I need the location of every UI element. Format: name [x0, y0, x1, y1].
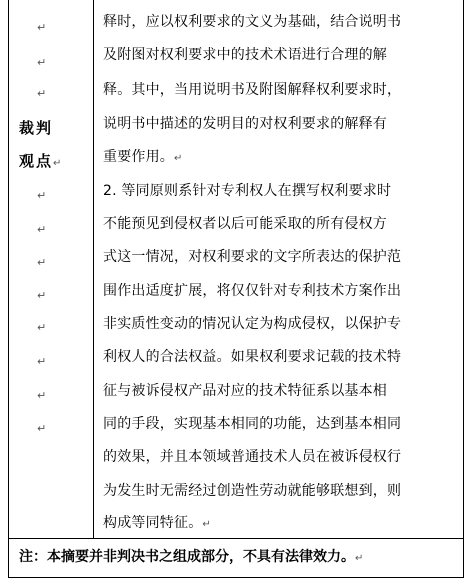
text-line: 征与被诉侵权产品对应的技术特征系以基本相 [103, 383, 387, 399]
paragraph-mark: ↵ [37, 289, 47, 302]
text-line: 构成等同特征。↵ [103, 515, 211, 531]
paragraph-mark: ↵ [37, 223, 47, 236]
text-line: 的效果，并且本领域普通技术人员在被诉侵权行 [103, 449, 402, 465]
text-line: 说明书中描述的发明目的对权利要求的解释有 [103, 116, 387, 132]
text-line: 围作出适度扩展，将仅仅针对专利技术方案作出 [103, 283, 402, 299]
text-line: 释时，应以权利要求的文义为基础，结合说明书 [103, 14, 402, 30]
text-line: 式这一情况，对权利要求的文字所表达的保护范 [103, 249, 402, 265]
text-line: 释。其中，当用说明书及附图解释权利要求时， [103, 82, 402, 98]
section-label-line-2: 观点↵ [19, 152, 62, 170]
text-line: 非实质性变动的情况认定为构成侵权，以保护专 [103, 316, 402, 332]
paragraph-mark: ↵ [37, 321, 47, 334]
paragraph-mark: ↵ [37, 87, 47, 100]
text-line: 利权人的合法权益。如果权利要求记载的技术特 [103, 349, 402, 365]
text-line: 重要作用。↵ [103, 149, 183, 165]
text-line: 为发生时无需经过创造性劳动就能够联想到，则 [103, 483, 402, 499]
paragraph-mark: ↵ [37, 256, 47, 269]
document-table [8, 0, 464, 578]
text-line: 2. 等同原则系针对专利权人在撰写权利要求时 [103, 183, 392, 199]
text-line: 不能预见到侵权者以后可能采取的所有侵权方 [103, 216, 387, 232]
text-line: 及附图对权利要求中的技术术语进行合理的解 [103, 47, 387, 63]
paragraph-mark: ↵ [37, 189, 47, 202]
paragraph-mark: ↵ [37, 422, 47, 435]
label-column [9, 0, 93, 538]
paragraph-mark: ↵ [37, 355, 47, 368]
row-divider [9, 538, 463, 539]
text-line: 同的手段，实现基本相同的功能，达到基本相同 [103, 416, 402, 432]
paragraph-mark: ↵ [37, 389, 47, 402]
paragraph-mark: ↵ [37, 56, 47, 69]
column-divider [93, 0, 94, 538]
section-label-line-1: 裁判 [19, 119, 54, 137]
paragraph-mark: ↵ [37, 21, 47, 34]
footer-note: 注：本摘要并非判决书之组成部分，不具有法律效力。↵ [19, 549, 364, 565]
